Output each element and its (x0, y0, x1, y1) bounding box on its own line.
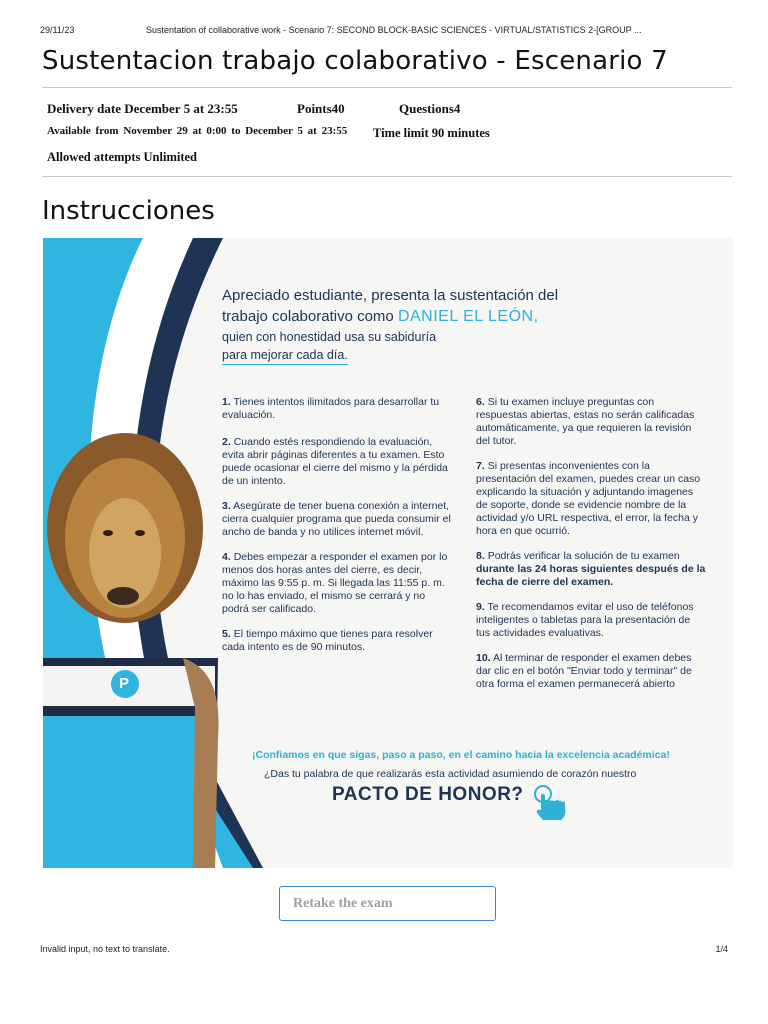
rule-item: 7. Si presentas inconvenientes con la presentación del examen, puedes crear un caso explicando la situación y adjuntando imagenes de soporte, donde se evidencie nombre de la actividad y/o URL respectiva, el error, la fecha y hora en que ocurrió. (476, 460, 701, 537)
page-title: Sustentacion trabajo colaborativo - Escenario 7 (42, 46, 668, 76)
rule-item: 9. Te recomendamos evitar el uso de teléfonos inteligentes o tabletas para la presentación de tus actividades evaluativas. (476, 601, 694, 639)
print-doc-title: Sustentation of collaborative work - Scenario 7: SECOND BLOCK-BASIC SCIENCES - VIRTUAL/STATISTICS 2-[GROUP ... (146, 25, 642, 35)
banner-subline: quien con honestidad usa su sabiduría para mejorar cada día. (222, 328, 502, 364)
banner-headline: Apreciado estudiante, presenta la sustentación del trabajo colaborativo como DANIEL EL LEÓN, (222, 287, 559, 325)
honor-pact: PACTO DE HONOR? (332, 784, 524, 805)
rule-item: 2. Cuando estés respondiendo la evaluación, evita abrir páginas diferentes a tu examen. Esto puede ocasionar el cierre del mismo y la pérdida de un intento. (222, 436, 448, 487)
rule-item: 10. Al terminar de responder el examen debes dar clic en el botón "Enviar todo y terminar" de otra forma el examen permanecerá abierto (476, 652, 692, 690)
instructions-title: Instrucciones (42, 196, 215, 226)
rule-item: 4. Debes empezar a responder el examen por lo menos dos horas antes del cierre, es decir, máximo las 9:55 p. m. Si llegada las 11:55 p. m. no lo has enviado, el mismo se cerrará y no podrá ser calificado. (222, 551, 448, 615)
points: Points40 (297, 101, 345, 116)
delivery-date: Delivery date December 5 at 23:55 (47, 101, 238, 116)
rule-item: 1. Tienes intentos ilimitados para desarrollar tu evaluación. (222, 396, 440, 421)
rule-item: 3. Asegúrate de tener buena conexión a internet, cierra cualquier programa que pueda consumir el ancho de banda y no utilices internet móvil. (222, 500, 451, 538)
rule-item: 6. Si tu examen incluye preguntas con respuestas abiertas, estas no serán calificadas automáticamente, ya que requieren la revisión del tutor. (476, 396, 695, 447)
instructions-banner (43, 238, 733, 868)
divider (42, 176, 732, 177)
retake-exam-button[interactable]: Retake the exam (279, 886, 496, 921)
pointing-hand-icon (533, 784, 569, 824)
print-footer-note: Invalid input, no text to translate. (40, 944, 170, 954)
headline-highlight: DANIEL EL LEÓN, (397, 308, 539, 325)
rule-item: 5. El tiempo máximo que tienes para resolver cada intento es de 90 minutos. (222, 628, 433, 653)
rule-item: 8. Podrás verificar la solución de tu examen durante las 24 horas siguientes después de la fecha de cierre del examen. (476, 550, 706, 588)
questions: Questions4 (399, 101, 461, 116)
time-limit: Time limit 90 minutes (373, 126, 490, 140)
print-header (40, 25, 728, 39)
banner-question: ¿Das tu palabra de que realizarás esta actividad asumiendo de corazón nuestro (264, 768, 637, 780)
page-number: 1/4 (715, 944, 728, 954)
rules-left-column (222, 396, 454, 666)
available-window: Available from November 29 at 0:00 to December 5 at 23:55 (47, 125, 348, 137)
allowed-attempts: Allowed attempts Unlimited (47, 150, 197, 164)
print-date: 29/11/23 (40, 25, 75, 35)
rules-right-column (476, 396, 706, 703)
banner-encouragement: ¡Confiamos en que sigas, paso a paso, en el camino hacia la excelencia académica! (252, 749, 670, 761)
divider (42, 87, 732, 88)
shirt-logo: P (119, 675, 130, 692)
